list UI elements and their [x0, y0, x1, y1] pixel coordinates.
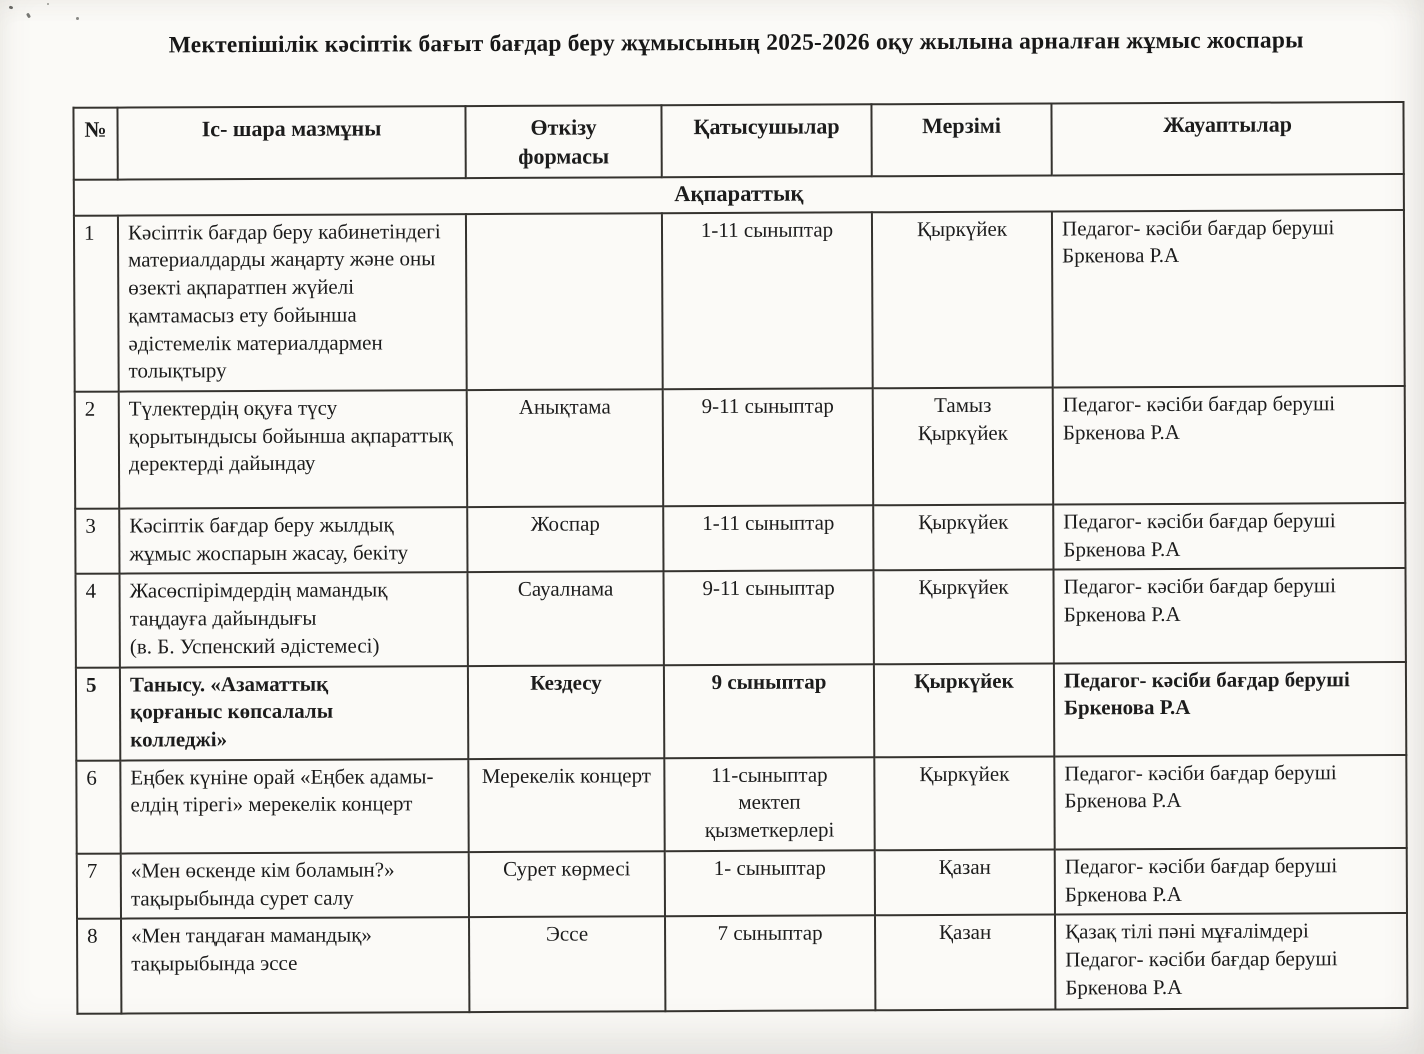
- cell-num: 6: [76, 760, 120, 853]
- cell-participants: 9 сыныптар: [664, 664, 874, 758]
- cell-term: Тамыз Қыркүйек: [873, 388, 1054, 506]
- header-content: Іс- шара мазмұны: [117, 106, 465, 180]
- cell-responsible: Педагог- кәсіби бағдар беруші Бркенова Р.А: [1053, 503, 1405, 570]
- cell-form: Эссе: [469, 917, 665, 1013]
- cell-content: Кәсіптік бағдар беру кабинетіндегі материалдарды жаңарту және оны өзекті ақпаратпен жүйелі қамтамасыз ету бойынша әдістемелік материалдармен толықтыру: [118, 214, 467, 392]
- cell-num: 5: [76, 667, 120, 760]
- table-row: [75, 568, 1405, 667]
- table-row: [75, 503, 1405, 574]
- cell-responsible: Педагог- кәсіби бағдар беруші Бркенова Р.А: [1053, 386, 1406, 505]
- table-row: [74, 210, 1405, 392]
- cell-responsible: Педагог- кәсіби бағдар беруші Бркенова Р.А: [1053, 568, 1405, 663]
- cell-participants: 9-11 сыныптар: [663, 388, 874, 506]
- cell-participants: 1-11 сыныптар: [662, 212, 873, 389]
- cell-form: Жоспар: [467, 506, 663, 572]
- cell-content: Түлектердің оқуға түсу қорытындысы бойынша ақпараттық деректерді дайындау: [119, 390, 468, 509]
- cell-responsible: Қазақ тілі пәні мұғалімдері Педагог- кәсіби бағдар беруші Бркенова Р.А: [1055, 913, 1407, 1010]
- cell-participants: 9-11 сыныптар: [663, 571, 873, 665]
- cell-participants: 11-сыныптар мектеп қызметкерлері: [664, 757, 874, 851]
- header-responsible: Жауаптылар: [1051, 102, 1403, 176]
- cell-form: [466, 213, 663, 390]
- cell-term: Қыркүйек: [873, 570, 1053, 664]
- header-participants: Қатысушылар: [661, 104, 871, 177]
- cell-num: 4: [75, 574, 119, 667]
- cell-num: 1: [74, 215, 119, 392]
- cell-content: Кәсіптік бағдар беру жылдық жұмыс жоспарын жасау, бекіту: [119, 507, 467, 574]
- scan-artifact: [76, 17, 79, 20]
- cell-responsible: Педагог- кәсіби бағдар беруші Бркенова Р.А: [1054, 662, 1406, 757]
- cell-content: Жасөспірімдердің мамандық таңдауға дайындығы (в. Б. Успенский әдістемесі): [119, 573, 467, 668]
- section-label: Ақпараттық: [74, 174, 1404, 215]
- table-row: [77, 848, 1407, 919]
- plan-table-body: [74, 174, 1408, 1014]
- cell-term: Қазан: [875, 849, 1055, 915]
- cell-participants: 1- сыныптар: [665, 850, 875, 916]
- cell-term: Қыркүйек: [874, 663, 1054, 757]
- cell-content: Еңбек күніне орай «Еңбек адамы-елдің тірегі» мерекелік концерт: [120, 759, 468, 854]
- cell-num: 3: [75, 509, 119, 575]
- header-form: Өткізу формасы: [465, 105, 661, 178]
- cell-term: Қыркүйек: [873, 505, 1053, 571]
- cell-form: Сурет көрмесі: [469, 851, 665, 917]
- cell-responsible: Педагог- кәсіби бағдар беруші Бркенова Р.А: [1052, 210, 1405, 388]
- cell-form: Мерекелік концерт: [468, 758, 664, 852]
- cell-term: Қазан: [875, 915, 1055, 1011]
- cell-content: «Мен өскенде кім боламын?» тақырыбында сурет салу: [121, 852, 469, 919]
- table-row: [76, 755, 1406, 854]
- table-header-row: [73, 102, 1403, 180]
- table-row: [76, 662, 1406, 761]
- cell-num: 8: [77, 919, 121, 1014]
- cell-participants: 7 сыныптар: [665, 916, 875, 1012]
- cell-responsible: Педагог- кәсіби бағдар беруші Бркенова Р.А: [1055, 848, 1407, 915]
- cell-form: Кездесу: [468, 665, 664, 759]
- cell-participants: 1-11 сыныптар: [663, 505, 873, 571]
- cell-num: 7: [77, 853, 121, 919]
- cell-term: Қыркүйек: [874, 756, 1054, 850]
- cell-form: Сауалнама: [467, 572, 663, 666]
- work-plan-table: [72, 101, 1408, 1015]
- header-term: Мерзімі: [871, 104, 1051, 177]
- cell-content: «Мен таңдаған мамандық» тақырыбында эссе: [121, 917, 469, 1014]
- cell-term: Қыркүйек: [872, 211, 1053, 388]
- cell-form: Анықтама: [467, 389, 664, 507]
- cell-num: 2: [75, 392, 120, 509]
- cell-responsible: Педагог- кәсіби бағдар беруші Бркенова Р.А: [1054, 755, 1406, 850]
- header-number: №: [73, 108, 117, 180]
- document-title: Мектепішілік кәсіптік бағыт бағдар беру жұмысының 2025-2026 оқу жылына арналған жұмыс жоспары: [168, 27, 1304, 59]
- table-row: [77, 913, 1407, 1014]
- scan-artifact: [47, 3, 49, 5]
- table-row: [75, 386, 1405, 509]
- section-row: [74, 174, 1404, 215]
- cell-content: Танысу. «Азаматтық қорғаныс көпсалалы колледжі»: [120, 666, 468, 761]
